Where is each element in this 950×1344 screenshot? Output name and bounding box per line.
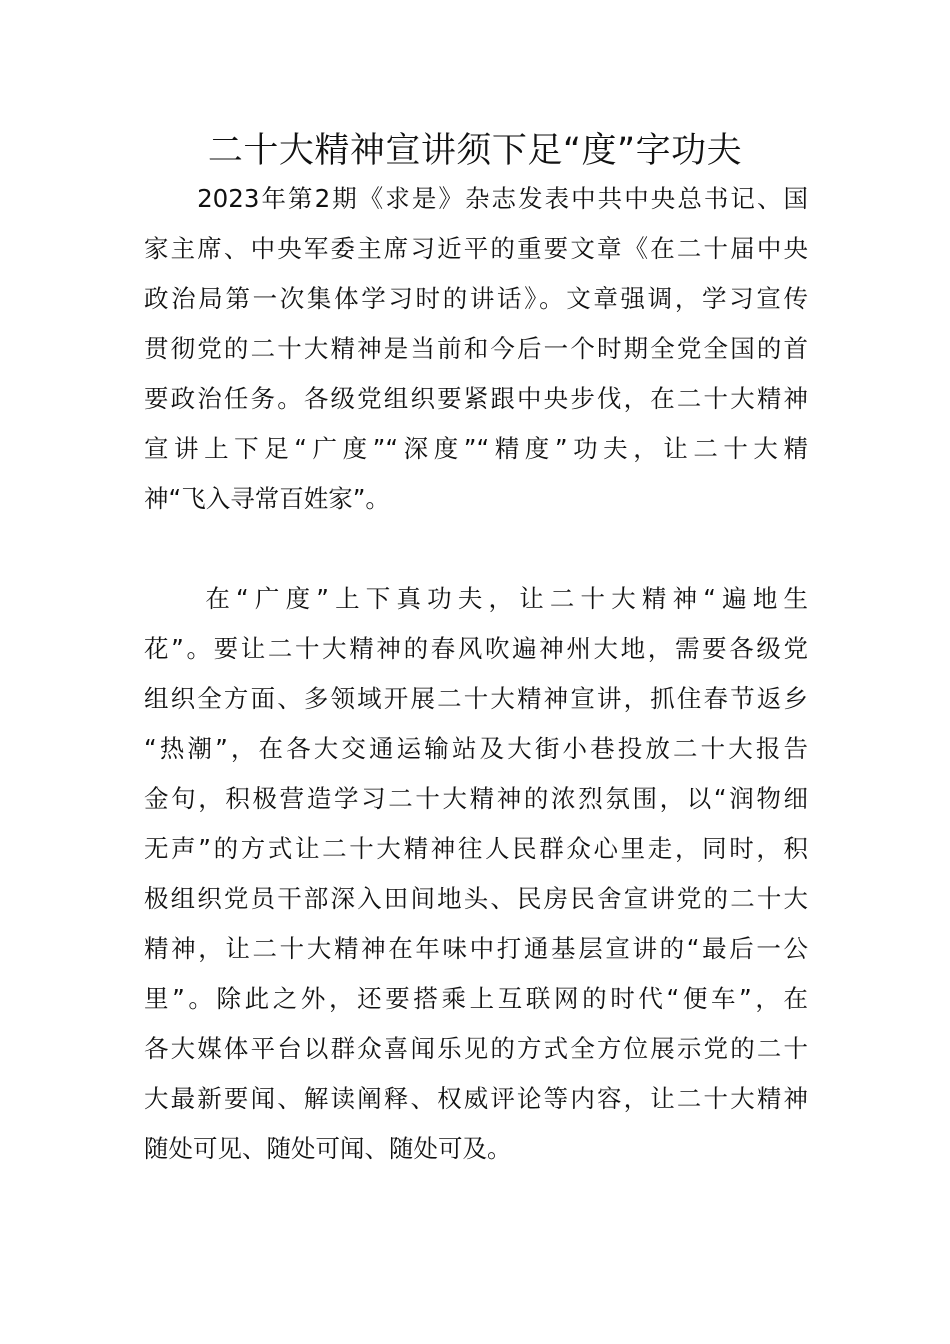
document-title: 二十大精神宣讲须下足“度”字功夫 (207, 131, 743, 171)
paragraph-line: 要政治任务。各级党组织要紧跟中央步伐，在二十大精神 (144, 384, 808, 413)
paragraph-line: 神“飞入寻常百姓家”。 (144, 484, 390, 513)
paragraph-line: 大最新要闻、解读阐释、权威评论等内容，让二十大精神 (144, 1084, 808, 1113)
paragraph-line: 组织全方面、多领域开展二十大精神宣讲，抓住春节返乡 (144, 684, 808, 713)
paragraph-line: 里”。除此之外，还要搭乘上互联网的时代“便车”，在 (144, 984, 808, 1013)
paragraph-line: 2023年第2期《求是》杂志发表中共中央总书记、国 (144, 184, 808, 213)
paragraph-line: 家主席、中央军委主席习近平的重要文章《在二十届中央 (144, 234, 808, 263)
paragraph-line: 政治局第一次集体学习时的讲话》。文章强调，学习宣传 (144, 284, 808, 313)
paragraph-line: “热潮”，在各大交通运输站及大街小巷投放二十大报告 (144, 734, 808, 763)
paragraph-line: 花”。要让二十大精神的春风吹遍神州大地，需要各级党 (144, 634, 808, 663)
paragraph-line: 精神，让二十大精神在年味中打通基层宣讲的“最后一公 (144, 934, 808, 963)
paragraph-line: 宣讲上下足“广度”“深度”“精度”功夫，让二十大精 (144, 434, 808, 463)
paragraph-line: 无声”的方式让二十大精神往人民群众心里走，同时，积 (144, 834, 808, 863)
paragraph-breadth (144, 574, 808, 1174)
paragraph-line: 各大媒体平台以群众喜闻乐见的方式全方位展示党的二十 (144, 1034, 808, 1063)
paragraph-line: 在“广度”上下真功夫，让二十大精神“遍地生 (144, 584, 808, 613)
paragraph-intro (144, 174, 808, 524)
paragraph-line: 极组织党员干部深入田间地头、民房民舍宣讲党的二十大 (144, 884, 808, 913)
paragraph-line: 随处可见、随处可闻、随处可及。 (144, 1134, 512, 1163)
paragraph-line: 金句，积极营造学习二十大精神的浓烈氛围，以“润物细 (144, 784, 808, 813)
paragraph-line: 贯彻党的二十大精神是当前和今后一个时期全党全国的首 (144, 334, 808, 363)
